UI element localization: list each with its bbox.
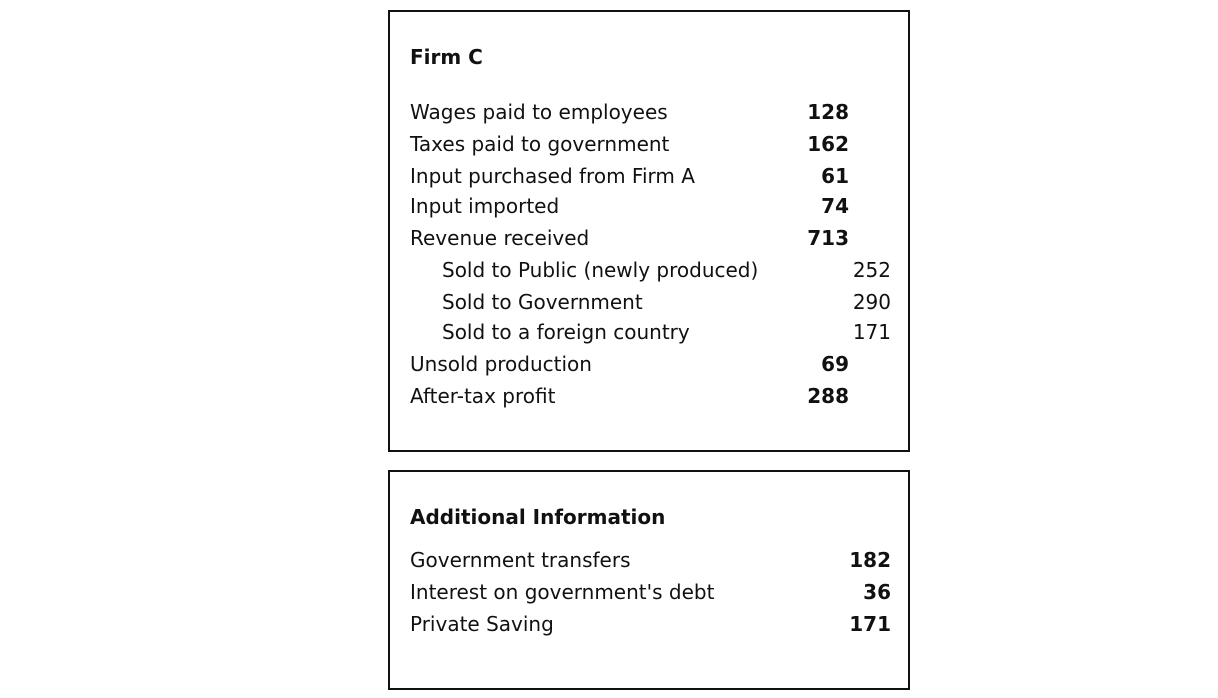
row-label-interest-debt: Interest on government's debt <box>410 580 715 604</box>
table-row <box>390 577 908 607</box>
row-value-sold-foreign: 171 <box>852 320 891 344</box>
row-label-taxes: Taxes paid to government <box>410 132 670 156</box>
row-label-unsold: Unsold production <box>410 352 592 376</box>
row-value-gov-transfers: 182 <box>849 548 891 572</box>
row-label-sold-foreign: Sold to a foreign country <box>442 320 690 344</box>
row-label-sold-government: Sold to Government <box>442 290 643 314</box>
table-row <box>390 545 908 575</box>
row-value-input-firm-a: 61 <box>821 164 849 188</box>
row-value-wages: 128 <box>807 100 849 124</box>
row-value-sold-government: 290 <box>852 290 891 314</box>
table-row <box>390 255 908 285</box>
row-value-interest-debt: 36 <box>863 580 891 604</box>
table-row <box>390 191 908 221</box>
row-value-input-imported: 74 <box>821 194 849 218</box>
row-value-taxes: 162 <box>807 132 849 156</box>
row-label-private-saving: Private Saving <box>410 612 554 636</box>
row-label-wages: Wages paid to employees <box>410 100 668 124</box>
table-row <box>390 161 908 191</box>
firm-c-panel <box>388 10 910 452</box>
row-value-revenue: 713 <box>807 226 849 250</box>
table-row <box>390 317 908 347</box>
table-row <box>390 609 908 639</box>
table-row <box>390 287 908 317</box>
additional-info-panel <box>388 470 910 690</box>
table-row <box>390 97 908 127</box>
row-label-input-imported: Input imported <box>410 194 560 218</box>
row-label-revenue: Revenue received <box>410 226 590 250</box>
row-label-after-tax-profit: After-tax profit <box>410 384 556 408</box>
row-label-gov-transfers: Government transfers <box>410 548 631 572</box>
row-value-sold-public: 252 <box>852 258 891 282</box>
additional-info-title: Additional Information <box>410 505 666 529</box>
row-label-input-firm-a: Input purchased from Firm A <box>410 164 695 188</box>
table-row <box>390 129 908 159</box>
table-row <box>390 223 908 253</box>
table-row <box>390 381 908 411</box>
row-value-private-saving: 171 <box>849 612 891 636</box>
firm-c-title: Firm C <box>410 45 483 69</box>
table-row <box>390 349 908 379</box>
row-label-sold-public: Sold to Public (newly produced) <box>442 258 759 282</box>
row-value-unsold: 69 <box>821 352 849 376</box>
row-value-after-tax-profit: 288 <box>807 384 849 408</box>
